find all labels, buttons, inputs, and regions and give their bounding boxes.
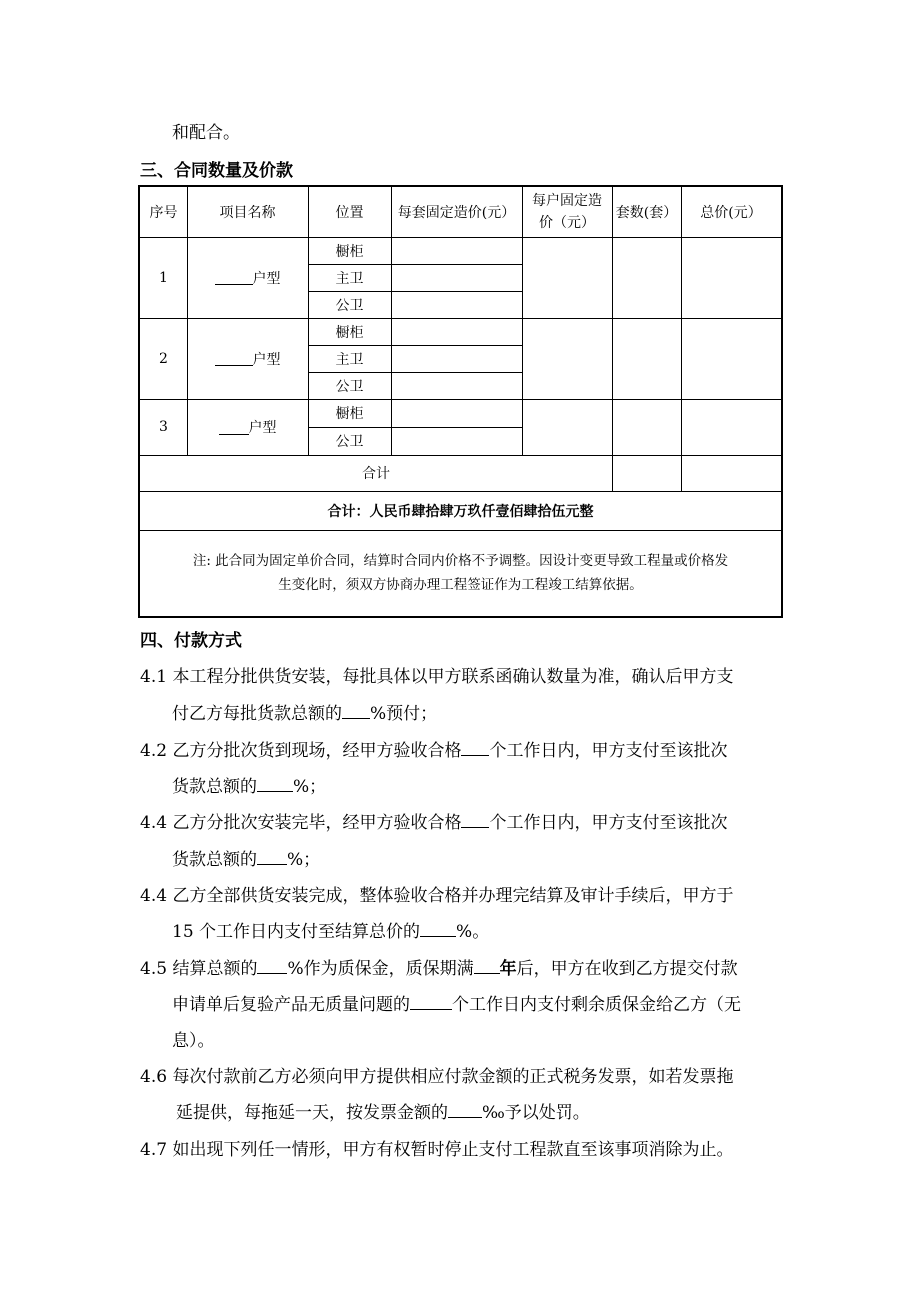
header-unit-price-household-l1: 每户固定造 — [532, 193, 602, 209]
row3-loc1: 橱柜 — [335, 406, 364, 422]
item-4-2-line2b: %； — [293, 777, 327, 797]
item-4-4b-line2 — [172, 917, 489, 942]
item-4-1-line2b: %预付； — [370, 704, 438, 724]
row2-loc3: 公卫 — [335, 378, 364, 395]
item-4-2-line2a: 货款总额的 — [172, 777, 257, 797]
item-4-2-line1 — [140, 736, 727, 761]
item-4-1-line1: 4.1 本工程分批供货安装，每批具体以甲方联系函确认数量为准，确认后甲方支 — [140, 667, 734, 687]
item-4-4a-line1b: 个工作日内，甲方支付至该批次 — [489, 813, 728, 833]
item-4-5-line2a: 申请单后复验产品无质量问题的 — [172, 995, 410, 1015]
header-location: 位置 — [335, 205, 364, 221]
row2-loc2: 主卫 — [335, 351, 364, 368]
row2-no: 2 — [159, 350, 168, 367]
table-note-line2: 生变化时，须双方协商办理工程签证作为工程竣工结算依据。 — [278, 577, 643, 593]
item-4-5-line1 — [140, 954, 738, 979]
item-4-6-line2b: ‰予以处罚。 — [482, 1103, 590, 1123]
item-4-6-line2a: 延提供，每拖延一天，按发票金额的 — [176, 1103, 448, 1123]
item-4-4a-line2b: %； — [287, 850, 321, 870]
item-4-4b-line2b: %。 — [456, 922, 490, 942]
row3-loc2: 公卫 — [335, 434, 364, 450]
row2-loc1: 橱柜 — [335, 324, 364, 341]
item-4-4a-line1 — [140, 808, 727, 833]
row1-name — [187, 237, 308, 318]
grand-total: 合计：人民币肆拾肆万玖仟壹佰肆拾伍元整 — [327, 503, 594, 520]
item-4-2-line2 — [172, 772, 326, 797]
price-table — [138, 185, 783, 618]
row1-loc2: 主卫 — [335, 270, 364, 287]
row1-no: 1 — [159, 269, 168, 286]
item-4-6-line2 — [176, 1098, 590, 1123]
item-4-5-year: 年 — [499, 959, 517, 979]
row2-name-suffix: 户型 — [252, 351, 281, 368]
header-set-count: 套数(套） — [615, 205, 678, 221]
item-4-4b-line1: 4.4 乙方全部供货安装完成，整体验收合格并办理完结算及审计手续后，甲方于 — [140, 886, 734, 906]
item-4-6-line1: 4.6 每次付款前乙方必须向甲方提供相应付款金额的正式税务发票，如若发票拖 — [140, 1067, 734, 1087]
table-note — [140, 537, 781, 609]
item-4-7-line1: 4.7 如出现下列任一情形，甲方有权暂时停止支付工程款直至该事项消除为止。 — [140, 1140, 734, 1160]
header-total-price: 总价(元） — [700, 205, 762, 221]
header-unit-price-household-l2: 价（元） — [539, 215, 595, 231]
item-4-5-line2b: 个工作日内支付剩余质保金给乙方（无 — [452, 995, 741, 1015]
row3-no: 3 — [159, 419, 168, 435]
item-4-5-line2 — [172, 990, 741, 1015]
row1-loc1: 橱柜 — [335, 243, 364, 260]
section3-heading: 三、合同数量及价款 — [140, 161, 293, 181]
item-4-2-line1b: 个工作日内，甲方支付至该批次 — [489, 741, 728, 761]
section4-heading: 四、付款方式 — [140, 631, 242, 651]
item-4-5-line3: 息）。 — [172, 1031, 215, 1051]
row3-name — [187, 399, 308, 455]
table-note-line1: 注: 此合同为固定单价合同，结算时合同内价格不予调整。因设计变更导致工程量或价格发 — [192, 553, 729, 569]
subtotal-label: 合计 — [362, 466, 390, 482]
row1-loc3: 公卫 — [335, 297, 364, 314]
item-4-4a-line1a: 4.4 乙方分批次安装完毕，经甲方验收合格 — [140, 813, 462, 833]
item-4-5-line1a: 4.5 结算总额的 — [140, 959, 258, 979]
header-unit-price-set: 每套固定造价(元） — [397, 205, 516, 221]
item-4-4a-line2a: 货款总额的 — [172, 850, 257, 870]
row3-name-suffix: 户型 — [248, 420, 277, 436]
item-4-5-line1d: 后，甲方在收到乙方提交付款 — [516, 959, 738, 979]
item-4-1-line2 — [172, 699, 437, 724]
row1-name-suffix: 户型 — [252, 270, 281, 287]
intro-tail: 和配合。 — [172, 123, 240, 143]
item-4-2-line1a: 4.2 乙方分批次货到现场，经甲方验收合格 — [140, 741, 462, 761]
item-4-1-line2a: 付乙方每批货款总额的 — [172, 704, 342, 724]
header-no: 序号 — [149, 205, 178, 221]
item-4-4a-line2 — [172, 845, 320, 870]
row2-name — [187, 318, 308, 399]
header-item-name: 项目名称 — [219, 205, 276, 221]
item-4-5-line1b: %作为质保金，质保期满 — [287, 959, 474, 979]
header-unit-price-household — [522, 187, 612, 237]
item-4-4b-line2a: 15 个工作日内支付至结算总价的 — [172, 922, 421, 942]
